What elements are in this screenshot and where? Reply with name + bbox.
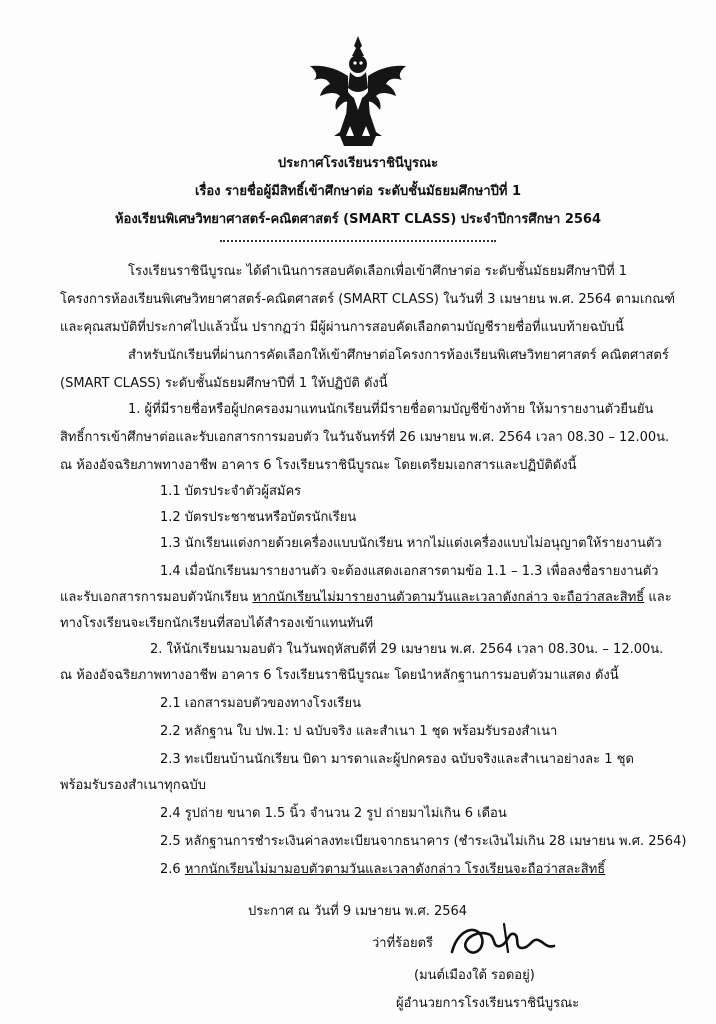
handwritten-signature	[448, 918, 558, 966]
section2-item-6-number: 2.6	[160, 862, 185, 877]
header-title: ประกาศโรงเรียนราชินีบูรณะ	[277, 156, 439, 171]
section2-item-2: 2.2 หลักฐาน ใบ ปพ.1: ป ฉบับจริง และสำเนา 1 ชุด พร้อมรับรองสำเนา	[160, 724, 558, 739]
section1-item-4: 1.4 เมื่อนักเรียนมารายงานตัว จะต้องแสดงเอกสารตามข้อ 1.1 – 1.3 เพื่อลงชื่อรายงานตัว	[160, 564, 659, 579]
section1-item-2: 1.2 บัตรประชาชนหรือบัตรนักเรียน	[160, 510, 357, 525]
announce-date: ประกาศ ณ วันที่ 9 เมษายน พ.ศ. 2564	[248, 904, 468, 919]
section2-item-4: 2.4 รูปถ่าย ขนาด 1.5 นิ้ว จำนวน 2 รูป ถ่ายมาไม่เกิน 6 เดือน	[160, 806, 507, 821]
intro-line-1: โรงเรียนราชินีบูรณะ ได้ดำเนินการสอบคัดเลือกเพื่อเข้าศึกษาต่อ ระดับชั้นมัธยมศึกษาปีที่ 1	[128, 264, 628, 279]
section1-item-4-line-2	[60, 590, 672, 606]
section2-item-3-line-2: พร้อมรับรองสำเนาทุกฉบับ	[60, 778, 206, 793]
intro-line-5: (SMART CLASS) ระดับชั้นมัธยมศึกษาปีที่ 1 ให้ปฏิบัติ ดังนี้	[60, 376, 388, 391]
intro-line-3: และคุณสมบัติที่ประกาศไปแล้วนั้น ปรากฏว่า มีผู้ผ่านการสอบคัดเลือกตามบัญชีรายชื่อที่แนบท้ายฉบับนี้	[60, 320, 624, 335]
section1-line-3: ณ ห้องอัจฉริยภาพทางอาชีพ อาคาร 6 โรงเรียนราชินีบูรณะ โดยเตรียมเอกสารและปฏิบัติดังนี้	[60, 458, 577, 473]
section1-item-4-text-b: และ	[644, 590, 672, 605]
section1-line-2: สิทธิ์การเข้าศึกษาต่อและรับเอกสารการมอบตัว ในวันจันทร์ที่ 26 เมษายน พ.ศ. 2564 เวลา 08.30 – 12.00น.	[60, 430, 670, 445]
section1-forfeit-warning: หากนักเรียนไม่มารายงานตัวตามวันและเวลาดังกล่าว จะถือว่าสละสิทธิ์	[252, 590, 645, 605]
signer-name: (มนต์เมืองใต้ รอดอยู่)	[414, 968, 535, 983]
acting-rank: ว่าที่ร้อยตรี	[372, 936, 434, 951]
intro-line-2: โครงการห้องเรียนพิเศษวิทยาศาสตร์-คณิตศาสตร์ (SMART CLASS) ในวันที่ 3 เมษายน พ.ศ. 2564 ตามเกณฑ์	[60, 292, 676, 307]
section2-item-3: 2.3 ทะเบียนบ้านนักเรียน บิดา มารดาและผู้ปกครอง ฉบับจริงและสำเนาอย่างละ 1 ชุด	[160, 752, 634, 767]
section2-item-5: 2.5 หลักฐานการชำระเงินค่าลงทะเบียนจากธนาคาร (ชำระเงินไม่เกิน 28 เมษายน พ.ศ. 2564)	[160, 834, 687, 849]
intro-line-4: สำหรับนักเรียนที่ผ่านการคัดเลือกให้เข้าศึกษาต่อโครงการห้องเรียนพิเศษวิทยาศาสตร์ คณิตศาสตร์	[128, 348, 669, 363]
section2-line-2: ณ ห้องอัจฉริยภาพทางอาชีพ อาคาร 6 โรงเรียนราชินีบูรณะ โดยนำหลักฐานการมอบตัวมาแสดง ดังนี้	[60, 668, 619, 683]
garuda-emblem-icon	[300, 36, 416, 148]
section2-forfeit-warning: หากนักเรียนไม่มามอบตัวตามวันและเวลาดังกล่าว โรงเรียนจะถือว่าสละสิทธิ์	[184, 862, 606, 877]
signer-title: ผู้อำนวยการโรงเรียนราชินีบูรณะ	[396, 996, 580, 1011]
section1-item-3: 1.3 นักเรียนแต่งกายด้วยเครื่องแบบนักเรียน หากไม่แต่งเครื่องแบบไม่อนุญาตให้รายงานตัว	[160, 536, 662, 551]
header-program: ห้องเรียนพิเศษวิทยาศาสตร์-คณิตศาสตร์ (SMART CLASS) ประจำปีการศึกษา 2564	[114, 212, 602, 227]
section1-line-1: 1. ผู้ที่มีรายชื่อหรือผู้ปกครองมาแทนนักเรียนที่มีรายชื่อตามบัญชีข้างท้าย ให้มารายงานตัวยืนยัน	[128, 402, 654, 417]
section2-line-1: 2. ให้นักเรียนมามอบตัว ในวันพฤหัสบดีที่ 29 เมษายน พ.ศ. 2564 เวลา 08.30น. – 12.00น.	[150, 642, 664, 657]
section2-item-6	[160, 862, 605, 878]
header-subject: เรื่อง รายชื่อผู้มีสิทธิ์เข้าศึกษาต่อ ระดับชั้นมัธยมศึกษาปีที่ 1	[194, 184, 522, 199]
section1-item-4-text-a: และรับเอกสารการมอบตัวนักเรียน	[60, 590, 253, 605]
section1-item-1: 1.1 บัตรประจำตัวผู้สมัคร	[160, 484, 302, 499]
separator-dotted-line	[220, 240, 496, 242]
section2-item-1: 2.1 เอกสารมอบตัวของทางโรงเรียน	[160, 696, 362, 711]
section1-item-4-line-3: ทางโรงเรียนจะเรียกนักเรียนที่สอบได้สำรองเข้าแทนทันที	[60, 616, 374, 631]
